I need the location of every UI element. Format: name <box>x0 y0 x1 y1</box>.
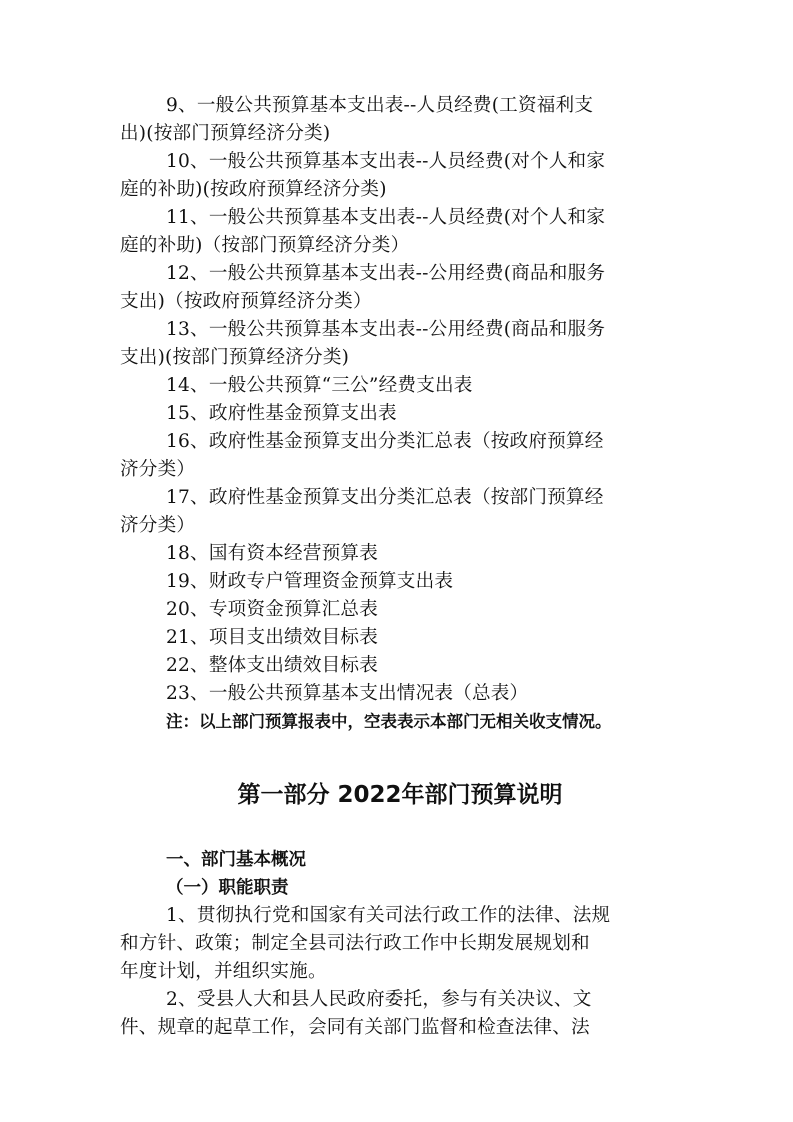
toc-line: 庭的补助)（按部门预算经济分类） <box>120 235 410 256</box>
toc-line: 支出)(按部门预算经济分类) <box>120 347 350 368</box>
toc-line: 12、一般公共预算基本支出表--公用经费(商品和服务 <box>166 263 606 284</box>
toc-item-19 <box>120 568 680 596</box>
paragraph-line: 1、贯彻执行党和国家有关司法行政工作的法律、法规 <box>166 905 611 926</box>
toc-line: 22、整体支出绩效目标表 <box>166 655 378 676</box>
toc-item-18 <box>120 540 680 568</box>
toc-line: 9、一般公共预算基本支出表--人员经费(工资福利支 <box>166 95 594 116</box>
toc-item-22 <box>120 652 680 680</box>
toc-item-10 <box>120 148 680 204</box>
toc-line: 13、一般公共预算基本支出表--公用经费(商品和服务 <box>166 319 606 340</box>
toc-line: 济分类） <box>120 515 196 536</box>
toc-line: 14、一般公共预算“三公”经费支出表 <box>166 375 473 396</box>
paragraph-2 <box>120 986 680 1042</box>
paragraph-1 <box>120 902 680 986</box>
toc-line: 23、一般公共预算基本支出情况表（总表） <box>166 683 529 704</box>
toc-line: 11、一般公共预算基本支出表--人员经费(对个人和家 <box>166 207 606 228</box>
toc-line: 济分类） <box>120 459 196 480</box>
toc-item-23 <box>120 680 680 708</box>
toc-line: 10、一般公共预算基本支出表--人员经费(对个人和家 <box>166 151 606 172</box>
toc-item-9 <box>120 92 680 148</box>
toc-line: 支出)（按政府预算经济分类） <box>120 291 372 312</box>
toc-line: 15、政府性基金预算支出表 <box>166 403 397 424</box>
toc-line: 庭的补助)(按政府预算经济分类) <box>120 179 387 200</box>
toc-item-21 <box>120 624 680 652</box>
paragraph-line: 2、受县人大和县人民政府委托，参与有关决议、文 <box>166 989 592 1010</box>
subsection-heading: （一）职能职责 <box>166 878 289 898</box>
toc-item-13 <box>120 316 680 372</box>
toc-item-20 <box>120 596 680 624</box>
toc-line: 18、国有资本经营预算表 <box>166 543 378 564</box>
toc-item-15 <box>120 400 680 428</box>
toc-list <box>120 92 680 708</box>
toc-item-14 <box>120 372 680 400</box>
table-note: 注：以上部门预算报表中，空表表示本部门无相关收支情况。 <box>166 712 612 731</box>
toc-line: 16、政府性基金预算支出分类汇总表（按政府预算经 <box>166 431 604 452</box>
toc-line: 出)(按部门预算经济分类) <box>120 123 331 144</box>
paragraph-line: 件、规章的起草工作，会同有关部门监督和检查法律、法 <box>120 1017 590 1038</box>
paragraph-line: 和方针、政策；制定全县司法行政工作中长期发展规划和 <box>120 933 590 954</box>
toc-item-17 <box>120 484 680 540</box>
toc-line: 17、政府性基金预算支出分类汇总表（按部门预算经 <box>166 487 604 508</box>
document-page <box>120 92 680 1042</box>
toc-line: 21、项目支出绩效目标表 <box>166 627 378 648</box>
toc-item-12 <box>120 260 680 316</box>
toc-line: 19、财政专户管理资金预算支出表 <box>166 571 454 592</box>
toc-item-16 <box>120 428 680 484</box>
part-title: 第一部分 2022年部门预算说明 <box>237 782 563 808</box>
section-heading: 一、部门基本概况 <box>166 850 306 870</box>
toc-item-11 <box>120 204 680 260</box>
paragraph-line: 年度计划，并组织实施。 <box>120 961 327 982</box>
toc-line: 20、专项资金预算汇总表 <box>166 599 378 620</box>
